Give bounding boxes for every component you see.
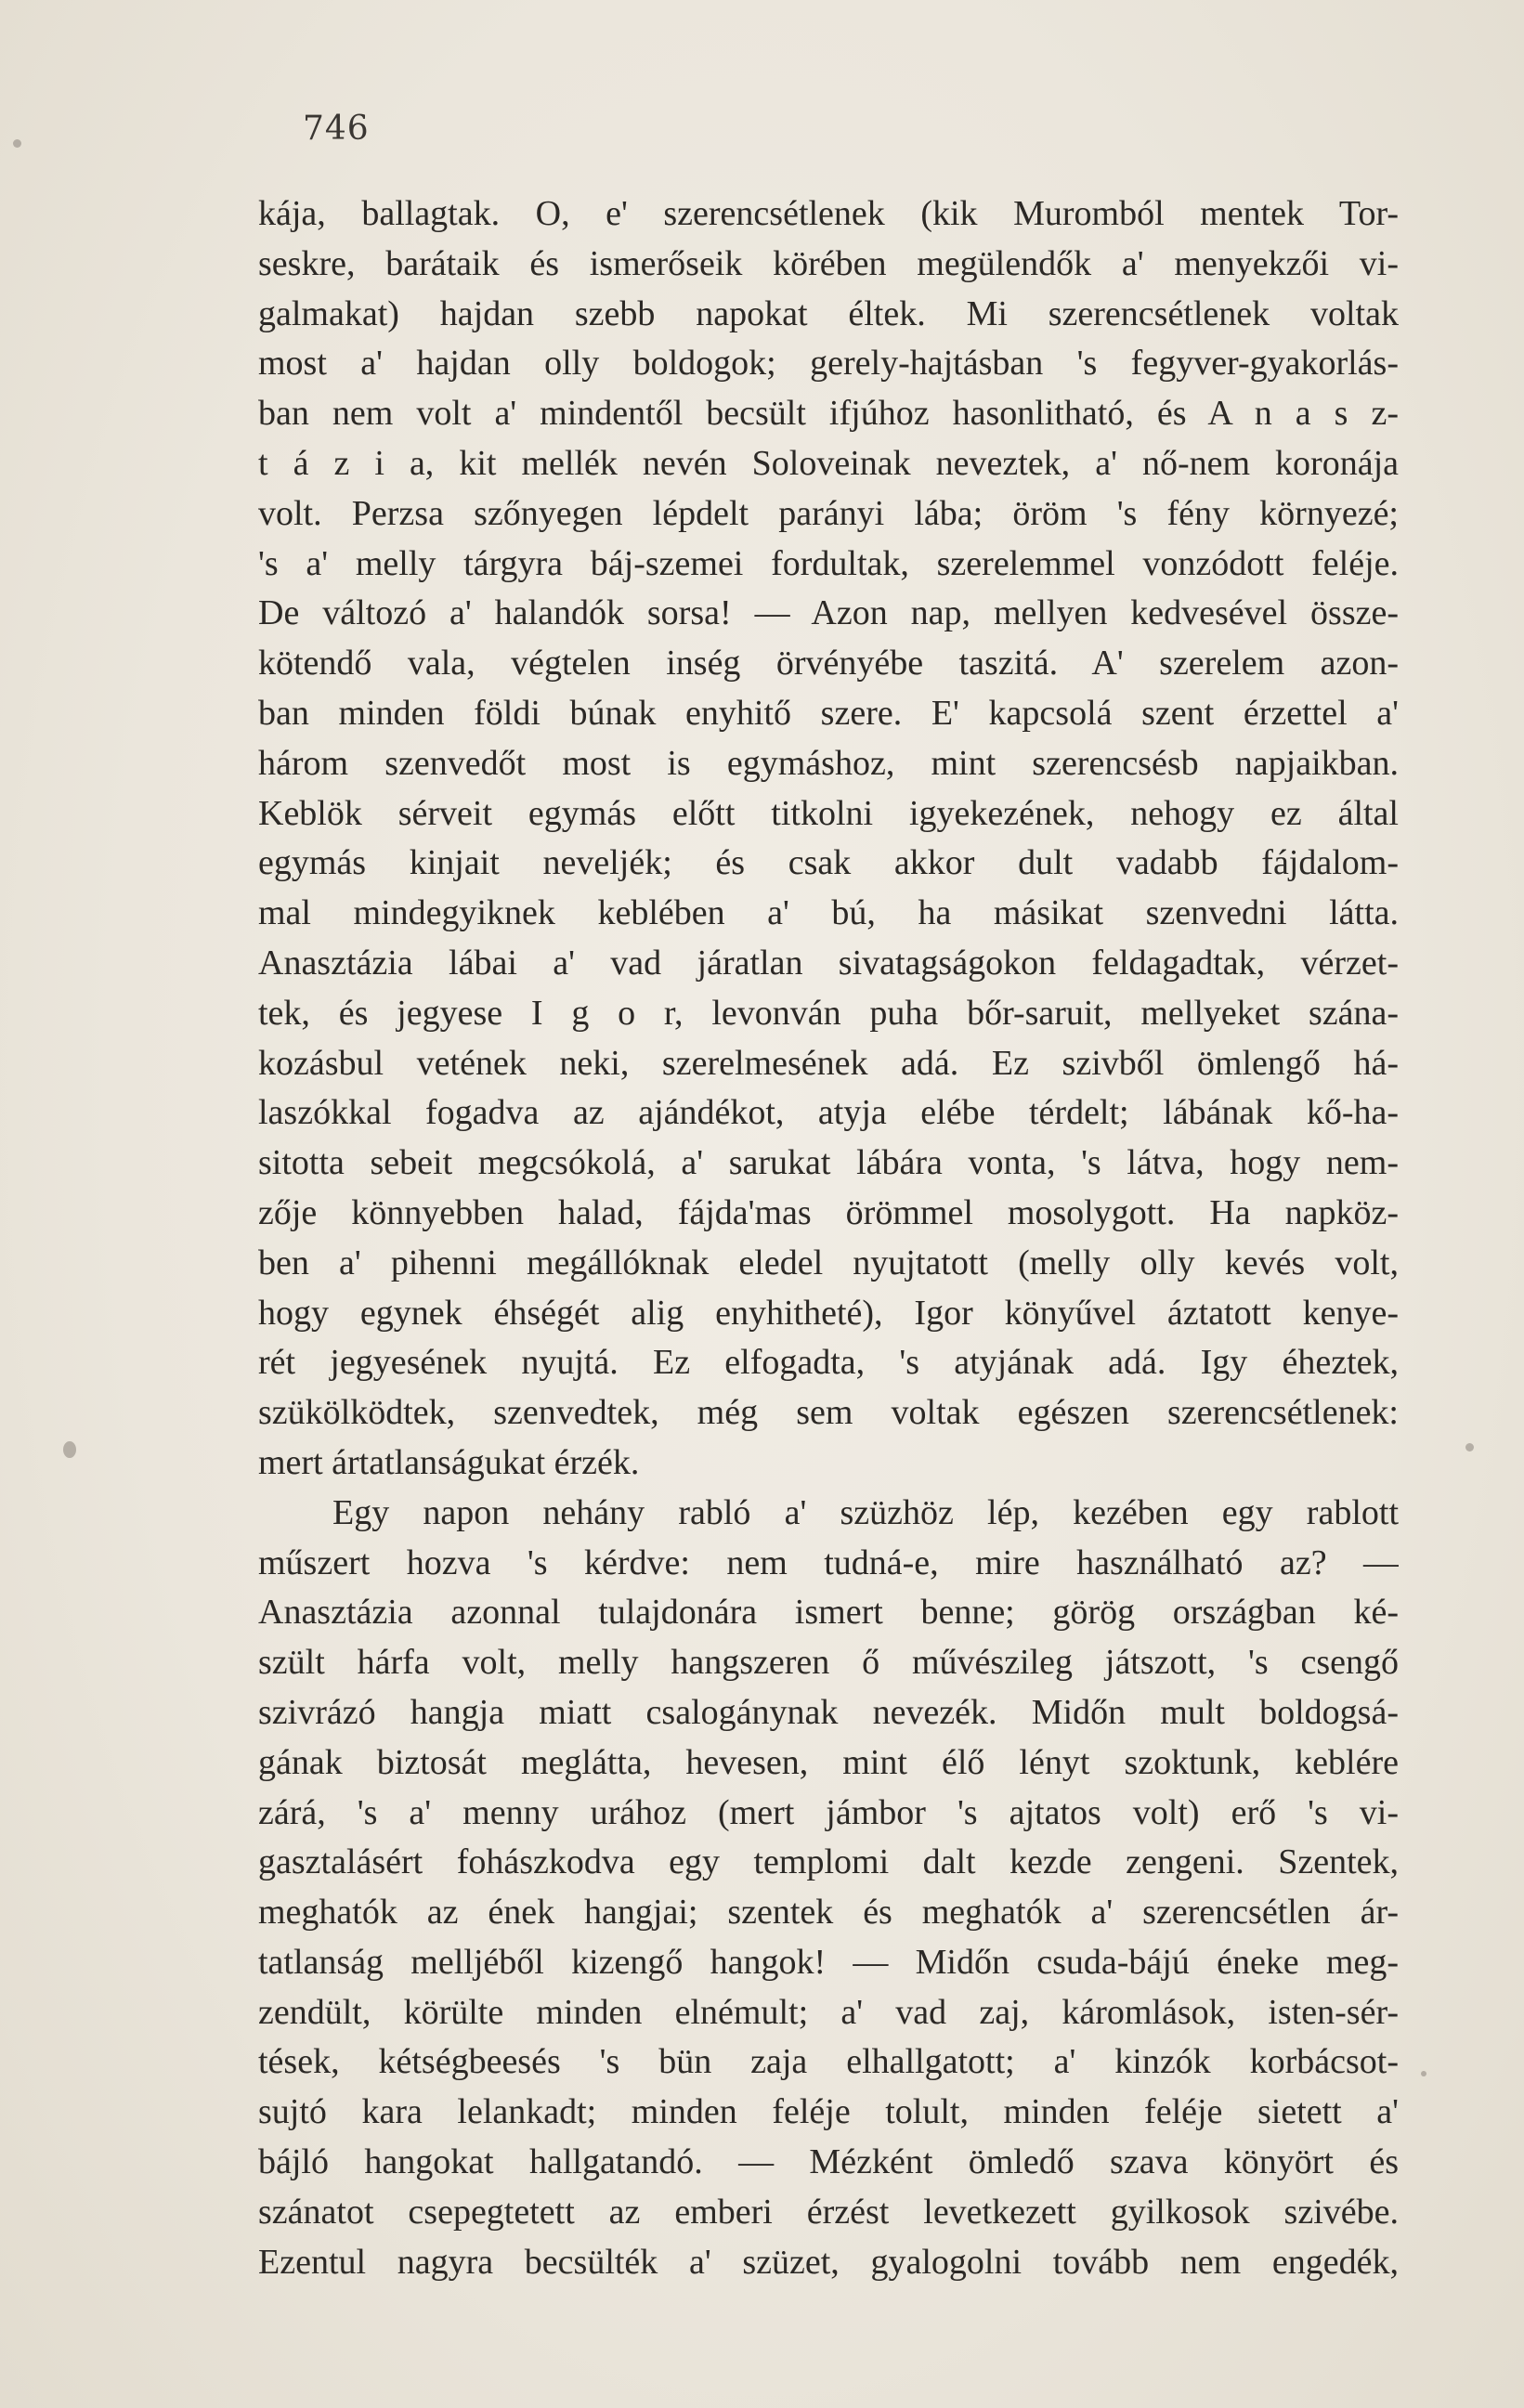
text-line: sitotta sebeit megcsókolá, a' sarukat lábára vonta, 's látva, hogy nem- — [258, 1143, 1399, 1183]
text-line: t á z i a, kit mellék nevén Soloveinak neveztek, a' nő-nem koronája — [258, 443, 1399, 483]
text-line: meghatók az ének hangjai; szentek és meghatók a' szerencsétlen ár- — [258, 1893, 1399, 1933]
text-line: hogy egynek éhségét alig enyhitheté), Igor könyűvel áztatott kenye- — [258, 1293, 1399, 1333]
text-line: bájló hangokat hallgatandó. — Mézként ömledő szava könyört és — [258, 2142, 1399, 2182]
body-text — [258, 189, 1399, 2287]
text-line: szült hárfa volt, melly hangszeren ő művészileg játszott, 's csengő — [258, 1643, 1399, 1683]
text-line: most a' hajdan olly boldogok; gerely-hajtásban 's fegyver-gyakorlás- — [258, 344, 1399, 384]
text-line: tatlanság melljéből kizengő hangok! — Midőn csuda-bájú éneke meg- — [258, 1942, 1399, 1982]
paper-speck — [1421, 2071, 1426, 2076]
paper-speck — [1465, 1443, 1474, 1451]
text-line: laszókkal fogadva az ajándékot, atyja elébe térdelt; lábának kő-ha- — [258, 1093, 1399, 1133]
text-line: ban minden földi búnak enyhitő szere. E' kapcsolá szent érzettel a' — [258, 693, 1399, 733]
text-line: sujtó kara lelankadt; minden feléje tolult, minden feléje sietett a' — [258, 2092, 1399, 2132]
text-line: műszert hozva 's kérdve: nem tudná-e, mire használható az? — — [258, 1542, 1399, 1582]
text-line: mal mindegyiknek keblében a' bú, ha másikat szenvedni látta. — [258, 893, 1399, 933]
text-line: seskre, barátaik és ismerőseik körében megülendők a' menyekzői vi- — [258, 243, 1399, 283]
text-line: három szenvedőt most is egymáshoz, mint szerencsésb napjaikban. — [258, 743, 1399, 783]
text-line: egymás kinjait neveljék; és csak akkor dult vadabb fájdalom- — [258, 843, 1399, 883]
paragraph-2 — [258, 1489, 1399, 2288]
text-line: ban nem volt a' mindentől becsült ifjúhoz hasonlitható, és A n a s z- — [258, 394, 1399, 434]
text-line: 's a' melly tárgyra báj-szemei fordultak, szerelemmel vonzódott feléje. — [258, 543, 1399, 583]
text-line: gasztalásért fohászkodva egy templomi dalt kezde zengeni. Szentek, — [258, 1842, 1399, 1882]
paragraph-1 — [258, 189, 1399, 1489]
text-line: galmakat) hajdan szebb napokat éltek. Mi szerencsétlenek voltak — [258, 293, 1399, 333]
paper-speck — [63, 1441, 76, 1458]
text-line: ben a' pihenni megállóknak eledel nyujtatott (melly olly kevés volt, — [258, 1243, 1399, 1282]
text-line: tek, és jegyese I g o r, levonván puha bőr-saruit, mellyeket szána- — [258, 993, 1399, 1033]
text-line: De változó a' halandók sorsa! — Azon nap, mellyen kedvesével össze- — [258, 593, 1399, 633]
text-line: Egy napon nehány rabló a' szüzhöz lép, kezében egy rablott — [332, 1492, 1399, 1532]
text-line: szükölködtek, szenvedtek, még sem voltak egészen szerencsétlenek: — [258, 1393, 1399, 1433]
text-line: kötendő vala, végtelen inség örvényébe taszitá. A' szerelem azon- — [258, 644, 1399, 683]
text-line: zője könnyebben halad, fájda'mas örömmel mosolygott. Ha napköz- — [258, 1192, 1399, 1232]
text-line: zárá, 's a' menny urához (mert jámbor 's ajtatos volt) erő 's vi- — [258, 1792, 1399, 1832]
text-line: szivrázó hangja miatt csalogánynak nevezék. Midőn mult boldogsá- — [258, 1692, 1399, 1732]
text-line: tések, kétségbeesés 's bün zaja elhallgatott; a' kinzók korbácsot- — [258, 2042, 1399, 2082]
text-line: Keblök sérveit egymás előtt titkolni igyekezének, nehogy ez által — [258, 793, 1399, 833]
text-line: zendült, körülte minden elnémult; a' vad zaj, káromlások, isten-sér- — [258, 1992, 1399, 2032]
text-line: kozásbul vetének neki, szerelmesének adá. Ez szivből ömlengő há- — [258, 1043, 1399, 1083]
text-line: rét jegyesének nyujtá. Ez elfogadta, 's atyjának adá. Igy éheztek, — [258, 1343, 1399, 1383]
text-line: kája, ballagtak. O, e' szerencsétlenek (kik Muromból mentek Tor- — [258, 194, 1399, 233]
text-line: volt. Perzsa szőnyegen lépdelt parányi lába; öröm 's fény környezé; — [258, 493, 1399, 533]
paper-speck — [13, 139, 21, 148]
text-line: Ezentul nagyra becsülték a' szüzet, gyalogolni tovább nem engedék, — [258, 2242, 1399, 2282]
page-number: 746 — [303, 110, 370, 148]
text-line: szánatot csepegtetett az emberi érzést levetkezett gyilkosok szivébe. — [258, 2192, 1399, 2232]
text-line: Anasztázia azonnal tulajdonára ismert benne; görög országban ké- — [258, 1593, 1399, 1633]
text-line: mert ártatlanságukat érzék. — [258, 1442, 640, 1482]
text-line: gának biztosát meglátta, hevesen, mint élő lényt szoktunk, keblére — [258, 1742, 1399, 1782]
text-line: Anasztázia lábai a' vad járatlan sivatagságokon feldagadtak, vérzet- — [258, 943, 1399, 983]
